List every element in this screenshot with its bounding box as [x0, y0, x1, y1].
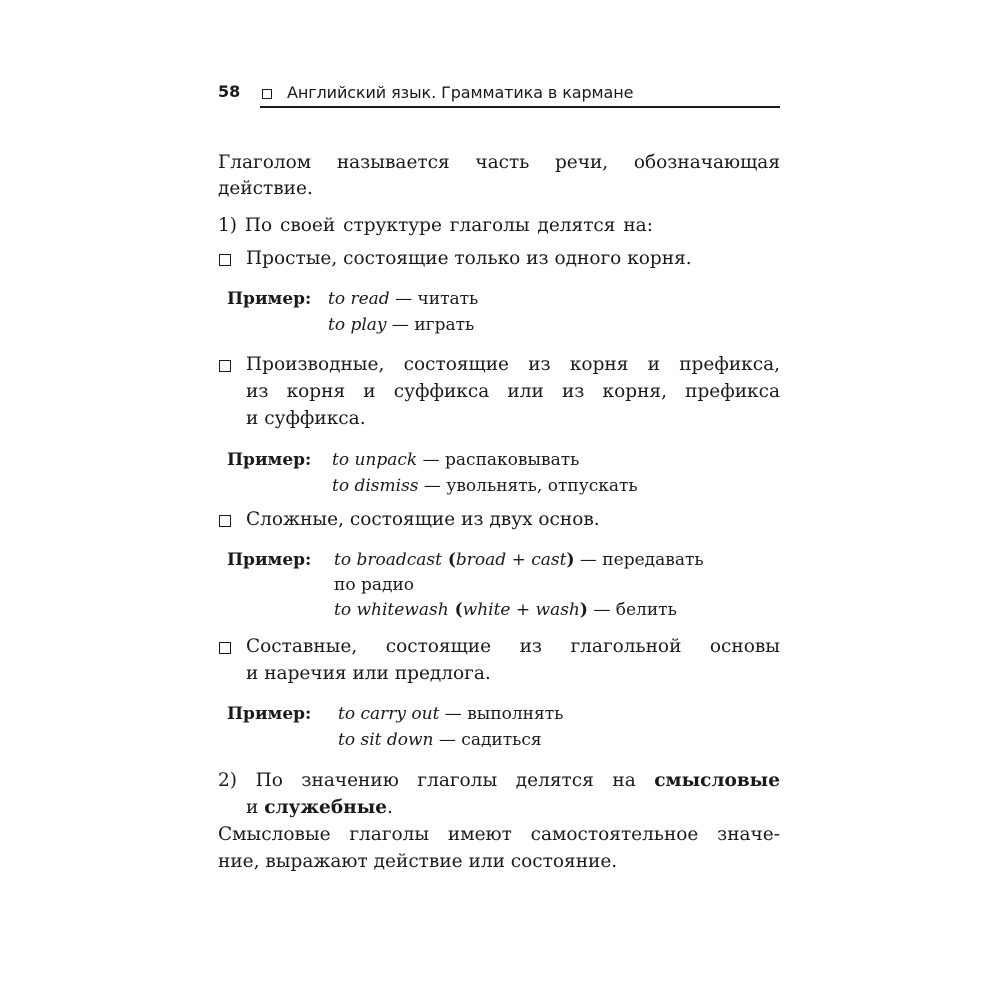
compound-verbs-text: Сложные, состоящие из двух основ. — [246, 509, 600, 530]
example-translation: — распаковывать — [417, 450, 580, 470]
example-line — [328, 313, 474, 338]
paren-open: ( — [448, 600, 463, 620]
example-line — [332, 474, 638, 499]
example-line — [338, 702, 563, 727]
final-paragraph-line-1: Смысловые глаголы имеют самостоятельное значе- — [218, 824, 780, 845]
example-line — [332, 448, 579, 473]
example-translation: — читать — [389, 289, 479, 309]
example-parts: white + wash — [462, 600, 580, 620]
example-verb: to dismiss — [332, 476, 419, 496]
example-verb: to unpack — [332, 450, 418, 470]
example-verb: to read — [328, 289, 390, 309]
page-number: 58 — [218, 82, 241, 101]
paren-close: ) — [566, 550, 575, 570]
example-label: Пример: — [227, 550, 312, 570]
example-line — [328, 287, 478, 312]
example-verb: to carry out — [338, 704, 440, 724]
final-paragraph-line-2: ние, выражают действие или состояние. — [218, 851, 618, 872]
example-line-continued: по радио — [334, 575, 415, 595]
square-bullet-icon — [262, 89, 272, 99]
section-2-conj: и — [246, 797, 265, 818]
checkbox-bullet-icon — [219, 254, 231, 266]
checkbox-bullet-icon — [219, 515, 231, 527]
example-translation: — белить — [587, 600, 677, 620]
intro-line-2: действие. — [218, 178, 313, 199]
section-2-heading-line-1 — [218, 768, 780, 794]
example-label: Пример: — [227, 289, 312, 309]
example-translation: — увольнять, отпускать — [418, 476, 638, 496]
intro-line-1: Глаголом называется часть речи, обозначающая — [218, 152, 780, 173]
example-translation: — садиться — [433, 730, 542, 750]
simple-verbs-text: Простые, состоящие только из одного корня. — [246, 248, 692, 269]
example-line — [334, 548, 704, 573]
section-2-prefix: 2) По значению глаголы делятся на — [218, 770, 655, 791]
derived-verbs-line-2: из корня и суффикса или из корня, префикса — [246, 381, 780, 402]
example-translation: — передавать — [574, 550, 704, 570]
example-verb: to sit down — [338, 730, 434, 750]
running-header — [218, 80, 780, 110]
term-auxiliary: служебные — [264, 797, 388, 818]
example-verb: to play — [328, 315, 387, 335]
example-line — [338, 728, 542, 753]
book-title: Английский язык. Грамматика в кармане — [287, 83, 634, 102]
paren-close: ) — [579, 600, 588, 620]
example-label: Пример: — [227, 450, 312, 470]
example-verb: to whitewash — [334, 600, 449, 620]
phrasal-verbs-line-1: Составные, состоящие из глагольной основы — [246, 636, 780, 657]
section-1-heading: 1) По своей структуре глаголы делятся на: — [218, 215, 653, 236]
phrasal-verbs-line-2: и наречия или предлога. — [246, 663, 491, 684]
example-parts: broad + cast — [455, 550, 567, 570]
example-translation: — играть — [386, 315, 475, 335]
example-line — [334, 598, 677, 623]
header-rule — [260, 106, 780, 108]
paren-open: ( — [441, 550, 456, 570]
checkbox-bullet-icon — [219, 642, 231, 654]
section-2-period: . — [387, 797, 393, 818]
section-2-heading-line-2 — [246, 795, 393, 821]
checkbox-bullet-icon — [219, 360, 231, 372]
derived-verbs-line-3: и суффикса. — [246, 408, 366, 429]
derived-verbs-line-1: Производные, состоящие из корня и префикса, — [246, 354, 780, 375]
example-verb: to broadcast — [334, 550, 442, 570]
example-label: Пример: — [227, 704, 312, 724]
example-translation: — выполнять — [439, 704, 564, 724]
term-meaningful: смысловые — [654, 770, 780, 791]
